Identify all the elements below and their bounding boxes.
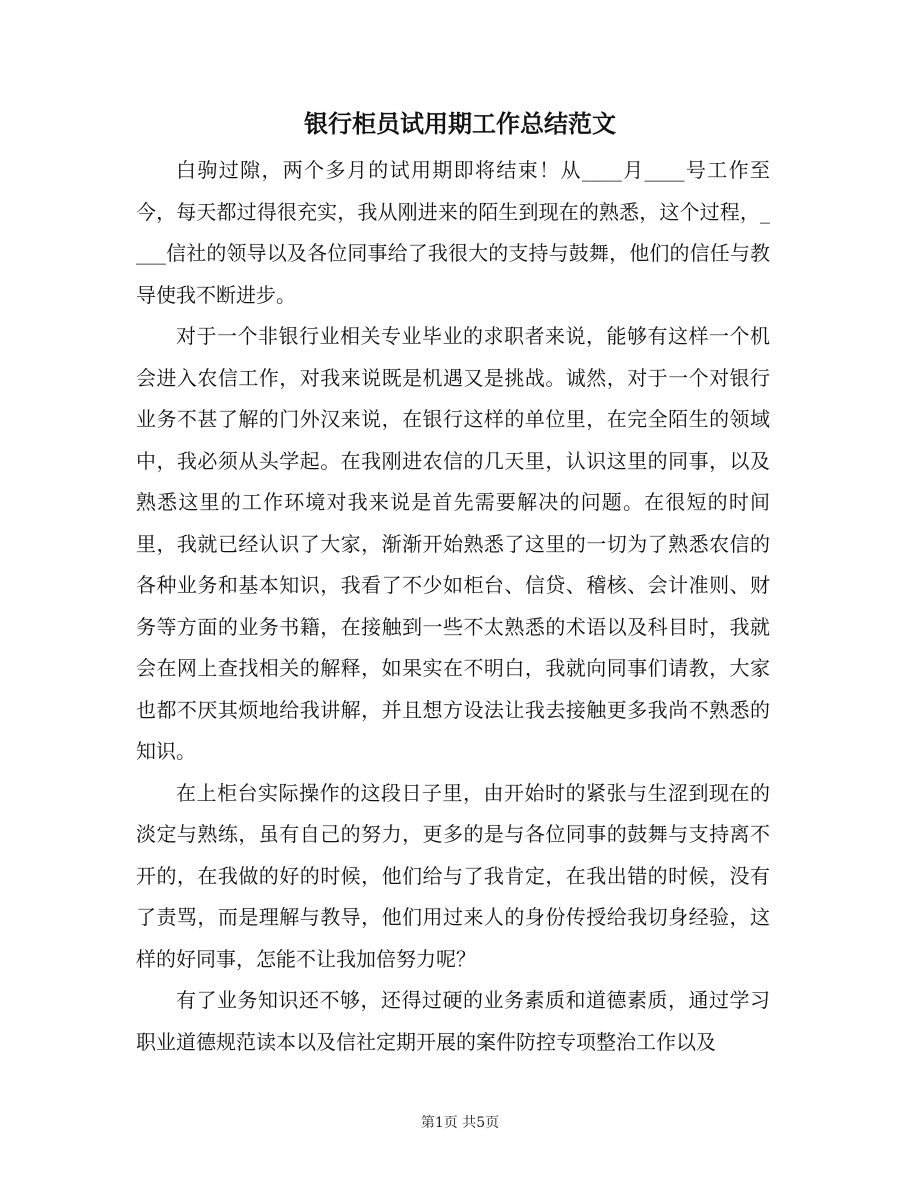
paragraph-3: 在上柜台实际操作的这段日子里，由开始时的紧张与生涩到现在的淡定与熟练，虽有自己的努力，更多的是与各位同事的鼓舞与支持离不开的，在我做的好的时候，他们给与了我肯定，在我出错的时候，没有了责骂，而是理解与教导，他们用过来人的身份传授给我切身经验，这样的好同事，怎能不让我加倍努力呢？: [136, 780, 770, 971]
document-body: [136, 150, 770, 1063]
paragraph-1: 白驹过隙，两个多月的试用期即将结束！从____月____号工作至今，每天都过得很充实，我从刚进来的陌生到现在的熟悉，这个过程，____信社的领导以及各位同事给了我很大的支持与鼓舞，他们的信任与教导使我不断进步。: [136, 158, 770, 307]
paragraph-4: 有了业务知识还不够，还得过硬的业务素质和道德素质，通过学习职业道德规范读本以及信社定期开展的案件防控专项整治工作以及: [136, 988, 770, 1054]
paragraph-2: 对于一个非银行业相关专业毕业的求职者来说，能够有这样一个机会进入农信工作，对我来说既是机遇又是挑战。诚然，对于一个对银行业务不甚了解的门外汉来说，在银行这样的单位里，在完全陌生的领域中，我必须从头学起。在我刚进农信的几天里，认识这里的同事，以及熟悉这里的工作环境对我来说是首先需要解决的问题。在很短的时间里，我就已经认识了大家，渐渐开始熟悉了这里的一切为了熟悉农信的各种业务和基本知识，我看了不少如柜台、信贷、稽核、会计准则、财务等方面的业务书籍，在接触到一些不太熟悉的术语以及科目时，我就会在网上查找相关的解释，如果实在不明白，我就向同事们请教，大家也都不厌其烦地给我讲解，并且想方设法让我去接触更多我尚不熟悉的知识。: [136, 324, 770, 763]
page-number-footer: 第1页 共5页: [420, 1115, 500, 1131]
document-title: 银行柜员试用期工作总结范文: [304, 109, 616, 138]
